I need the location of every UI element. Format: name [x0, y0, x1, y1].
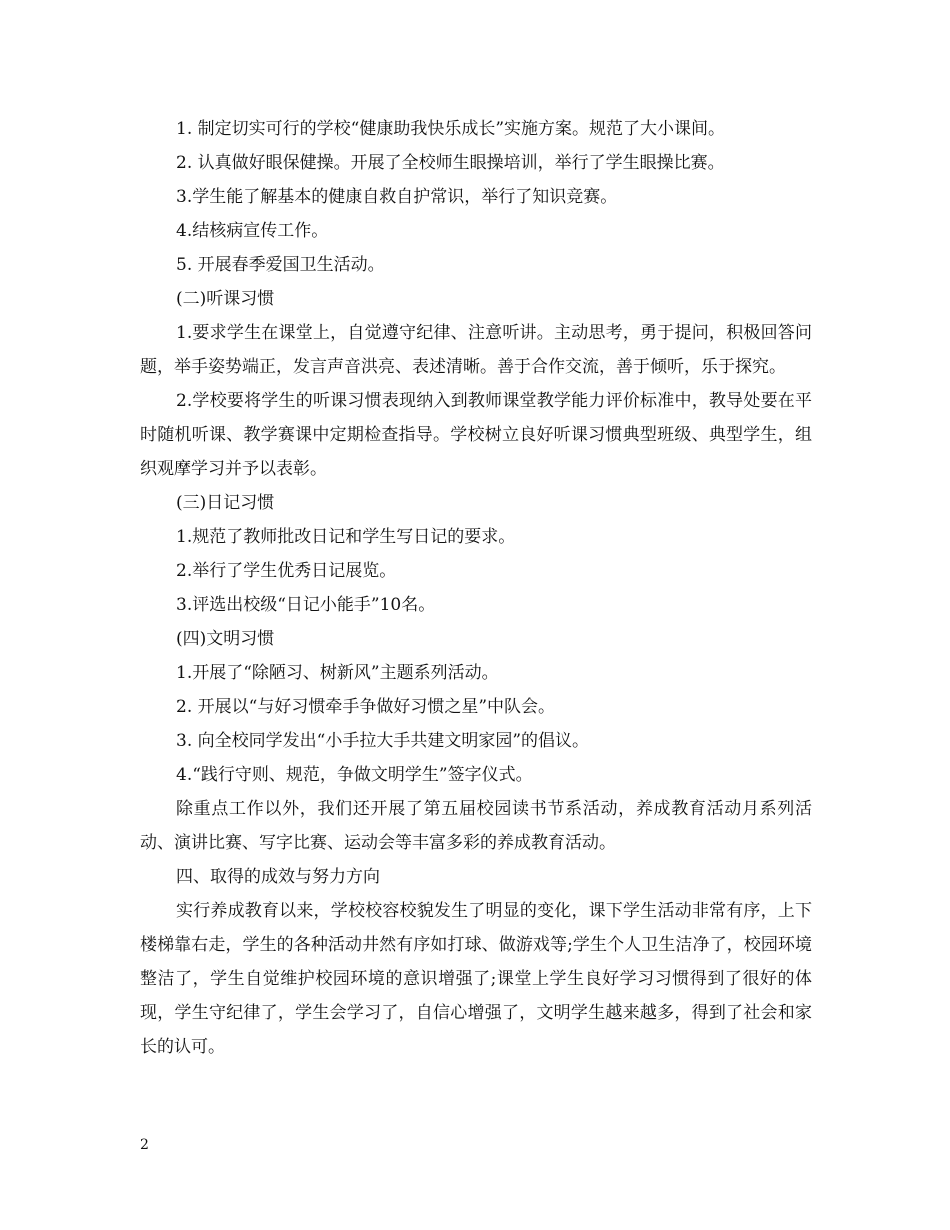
paragraph-diary-award: 3.评选出校级“日记小能手”10名。	[176, 595, 436, 615]
paragraph-diary-exhibition: 2.举行了学生优秀日记展览。	[176, 561, 397, 581]
heading-achievements: 四、取得的成效与努力方向	[176, 867, 380, 887]
paragraph-achievements-summary: 实行养成教育以来，学校校容校貌发生了明显的变化，课下学生活动非常有序，上下楼梯靠右走，学生的各种活动井然有序如打球、做游戏等;学生个人卫生洁净了，校园环境整洁了，学生自觉维护校园环境的意识增强了;课堂上学生良好学习习惯得到了很好的体现，学生守纪律了，学生会学习了，自信心增强了，文明学生越来越多，得到了社会和家长的认可。	[140, 901, 812, 1057]
paragraph-health-plan: 1. 制定切实可行的学校“健康助我快乐成长”实施方案。规范了大小课间。	[176, 119, 726, 139]
page-number: 2	[140, 1137, 149, 1153]
paragraph-tuberculosis: 4.结核病宣传工作。	[176, 221, 329, 241]
paragraph-self-rescue: 3.学生能了解基本的健康自救自护常识，举行了知识竞赛。	[176, 187, 618, 207]
paragraph-signing-ceremony: 4.“践行守则、规范，争做文明学生”签字仪式。	[176, 765, 533, 785]
heading-listening-habit: (二)听课习惯	[176, 289, 275, 309]
paragraph-listening-evaluation: 2.学校要将学生的听课习惯表现纳入到教师课堂教学能力评价标准中，教导处要在平时随机听课、教学赛课中定期检查指导。学校树立良好听课习惯典型班级、典型学生，组织观摩学习并予以表彰。	[140, 391, 812, 479]
heading-civility-habit: (四)文明习惯	[176, 629, 275, 649]
paragraph-new-trend: 1.开展了“除陋习、树新风”主题系列活动。	[176, 663, 499, 683]
paragraph-team-meeting: 2. 开展以“与好习惯牵手争做好习惯之星”中队会。	[176, 697, 556, 717]
paragraph-civil-home-proposal: 3. 向全校同学发出“小手拉大手共建文明家园”的倡议。	[176, 731, 590, 751]
document-body	[140, 112, 812, 1064]
paragraph-other-activities: 除重点工作以外，我们还开展了第五届校园读书节系活动，养成教育活动月系列活动、演讲比赛、写字比赛、运动会等丰富多彩的养成教育活动。	[140, 799, 812, 853]
paragraph-diary-requirements: 1.规范了教师批改日记和学生写日记的要求。	[176, 527, 516, 547]
paragraph-classroom-discipline: 1.要求学生在课堂上，自觉遵守纪律、注意听讲。主动思考，勇于提问，积极回答问题，举手姿势端正，发言声音洪亮、表述清晰。善于合作交流，善于倾听，乐于探究。	[140, 323, 812, 377]
heading-diary-habit: (三)日记习惯	[176, 493, 275, 513]
paragraph-spring-hygiene: 5. 开展春季爱国卫生活动。	[176, 255, 385, 275]
paragraph-eye-exercise: 2. 认真做好眼保健操。开展了全校师生眼操培训，举行了学生眼操比赛。	[176, 153, 725, 173]
